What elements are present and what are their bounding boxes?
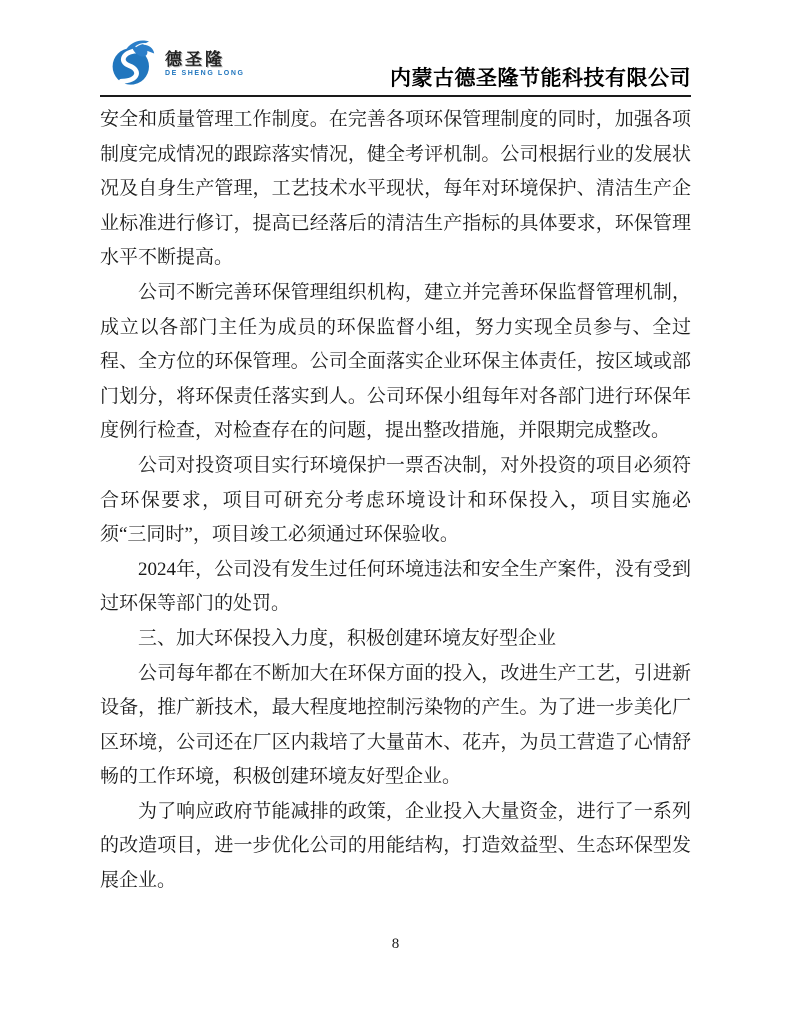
paragraph-2: 公司不断完善环保管理组织机构，建立并完善环保监督管理机制，成立以各部门主任为成员的环保监督小组，努力实现全员参与、全过程、全方位的环保管理。公司全面落实企业环保主体责任，按区域或部门划分，将环保责任落实到人。公司环保小组每年对各部门进行环保年度例行检查，对检查存在的问题，提出整改措施，并限期完成整改。	[100, 281, 691, 442]
dragon-s-circle-icon	[110, 38, 162, 88]
logo-name-english: DE SHENG LONG	[165, 70, 245, 77]
section-heading: 三、加大环保投入力度，积极创建环境友好型企业	[138, 627, 557, 649]
logo-text-block	[165, 51, 245, 77]
company-logo	[110, 38, 245, 88]
paragraph-5: 公司每年都在不断加大在环保方面的投入，改进生产工艺，引进新设备，推广新技术，最大程度地控制污染物的产生。为了进一步美化厂区环境，公司还在厂区内栽培了大量苗木、花卉，为员工营造了心情舒畅的工作环境，积极创建环境友好型企业。	[100, 662, 691, 788]
company-name: 内蒙古德圣隆节能科技有限公司	[390, 66, 691, 90]
document-body	[100, 103, 691, 899]
page-header	[100, 0, 691, 97]
logo-name-chinese: 德圣隆	[165, 50, 225, 69]
paragraph-6: 为了响应政府节能减排的政策，企业投入大量资金，进行了一系列的改造项目，进一步优化公司的用能结构，打造效益型、生态环保型发展企业。	[100, 800, 691, 892]
paragraph-4: 2024年，公司没有发生过任何环境违法和安全生产案件，没有受到过环保等部门的处罚。	[100, 558, 691, 615]
paragraph-1: 安全和质量管理工作制度。在完善各项环保管理制度的同时，加强各项制度完成情况的跟踪落实情况，健全考评机制。公司根据行业的发展状况及自身生产管理，工艺技术水平现状，每年对环境保护、清洁生产企业标准进行修订，提高已经落后的清洁生产指标的具体要求，环保管理水平不断提高。	[100, 109, 691, 269]
paragraph-3: 公司对投资项目实行环境保护一票否决制，对外投资的项目必须符合环保要求，项目可研充分考虑环境设计和环保投入，项目实施必须“三同时”，项目竣工必须通过环保验收。	[100, 454, 691, 546]
page-number: 8	[391, 936, 400, 952]
